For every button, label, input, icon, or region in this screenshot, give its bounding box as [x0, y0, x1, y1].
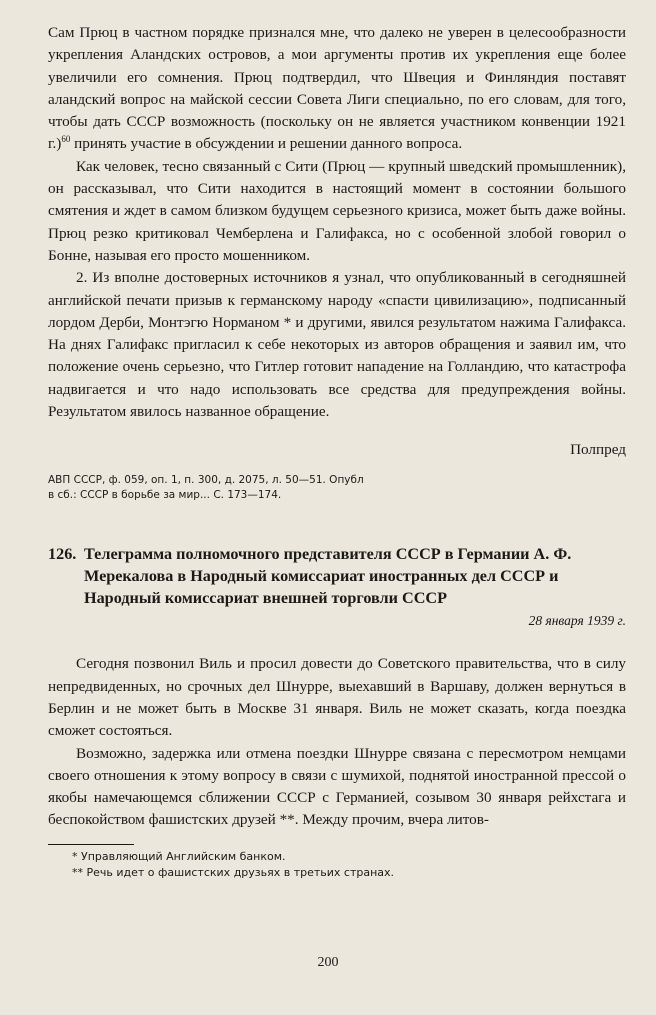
page-number: 200: [317, 955, 339, 970]
document-number: 126.: [48, 545, 77, 564]
paragraph-aland-islands: [48, 22, 626, 156]
document-title: Телеграмма полномочного представителя СССР в Германии А. Ф. Мерекалова в Народный комиссариат иностранных дел СССР и Народный комиссариат внешней торговли СССР: [84, 545, 572, 608]
paragraph-text: Сам Прюц в частном порядке признался мне, что далеко не уверен в целесообразности укрепления Аландских островов, а мои аргументы против их укрепления еще более увеличили его сомнения. Прюц подтвердил, что Швеция и Финляндия поставят аландский вопрос на майской сессии Совета Лиги специально, по его словам, для того, чтобы дать СССР возможность (поскольку он не является участником конвенции 1921 г.): [48, 24, 626, 153]
archive-source: АВП СССР, ф. 059, оп. 1, п. 300, д. 2075, л. 50—51. Опубл в сб.: СССР в борьбе за мир... С. 173—174.: [48, 474, 364, 502]
footnote-divider: [48, 844, 134, 845]
note-reference: 60: [61, 134, 71, 145]
paragraph-schnurre-delay: Возможно, задержка или отмена поездки Шнурре связана с пересмотром немцами своего отношения к этому вопросу в связи с шумихой, поднятой иностранной прессой о якобы намечающемся сближении СССР с Германией, созывом 30 января рейхстага и беспокойством фашистских друзей **. Между прочим, вчера литов-: [48, 744, 626, 829]
document-heading: [48, 543, 626, 609]
signature: Полпред: [570, 441, 626, 459]
paragraph-schnurre-call: Сегодня позвонил Виль и просил довести до Советского правительства, что в силу непредвиденных, но срочных дел Шнурре, выехавший в Варшаву, должен вернуться в Берлин и не может быть в Москве 31 января. Виль не может сказать, когда поездка сможет состояться.: [48, 655, 626, 740]
paragraph-appeal: 2. Из вполне достоверных источников я узнал, что опубликованный в сегодняшней английской печати призыв к германскому народу «спасти цивилизацию», подписанный лордом Дерби, Монтэгю Норманом * и другими, явился результатом нажима Галифакса. На днях Галифакс пригласил к себе некоторых из авторов обращения и заявил им, что положение очень серьезно, что Гитлер готовит нападение на Голландию, что катастрофа надвигается и что надо использовать все средства для предупреждения войны. Результатом явилось названное обращение.: [48, 269, 626, 421]
paragraph-text: принять участие в обсуждении и решении данного вопроса.: [70, 135, 463, 153]
footnote: ** Речь идет о фашистских друзьях в третьих странах.: [72, 865, 395, 879]
footnote: * Управляющий Английским банком.: [72, 849, 286, 863]
document-date: 28 января 1939 г.: [528, 613, 626, 629]
paragraph-city: Как человек, тесно связанный с Сити (Прюц — крупный шведский промышленник), он рассказывал, что Сити находится в настоящий момент в состоянии большого смятения и ждет в самом близком будущем серьезного кризиса, может быть даже войны. Прюц резко критиковал Чемберлена и Галифакса, но с особенной злобой говорил о Бонне, называя его просто мошенником.: [48, 157, 626, 264]
